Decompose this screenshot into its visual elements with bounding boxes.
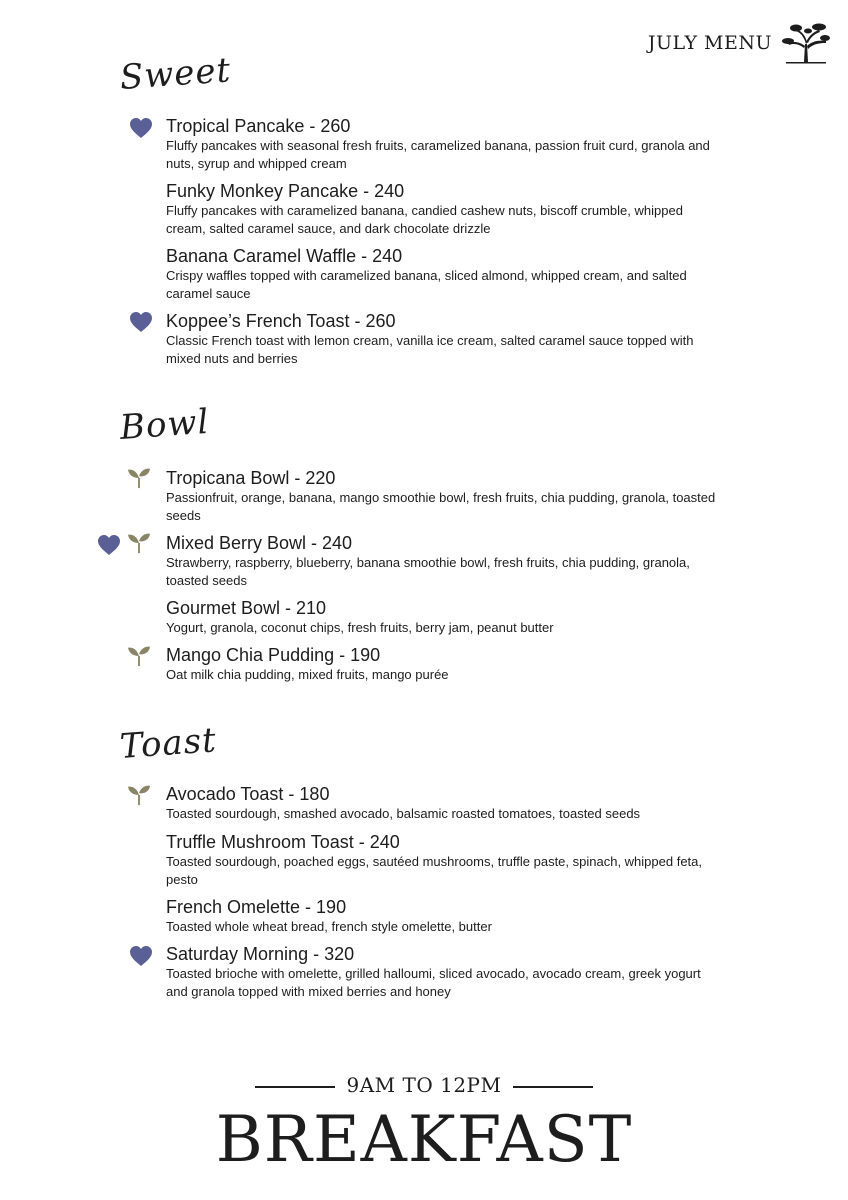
menu-item (166, 116, 726, 172)
item-description: Crispy waffles topped with caramelized banana, sliced almond, whipped cream, and salted caramel sauce (166, 268, 687, 301)
menu-item (166, 311, 726, 367)
item-description: Toasted sourdough, poached eggs, sautéed mushrooms, truffle paste, spinach, whipped feta, pesto (166, 854, 702, 887)
item-description: Fluffy pancakes with caramelized banana, candied cashew nuts, biscoff crumble, whipped cream, salted caramel sauce, and dark chocolate drizzle (166, 203, 683, 236)
divider-right (513, 1086, 593, 1088)
section-title-toast: Toast (118, 720, 219, 767)
heart-icon (96, 534, 122, 556)
menu-title: JULY MENU (647, 32, 772, 54)
item-title: Avocado Toast - 180 (166, 784, 330, 804)
section-title-sweet: Sweet (118, 50, 233, 98)
item-description: Oat milk chia pudding, mixed fruits, mango purée (166, 667, 449, 682)
item-title: Tropicana Bowl - 220 (166, 468, 336, 488)
item-description: Passionfruit, orange, banana, mango smoothie bowl, fresh fruits, chia pudding, granola, toasted seeds (166, 490, 716, 523)
menu-item (166, 944, 726, 1000)
item-title: Mango Chia Pudding - 190 (166, 645, 381, 665)
menu-header (648, 22, 830, 64)
item-description: Toasted brioche with omelette, grilled halloumi, sliced avocado, avocado cream, greek yogurt and granola topped with mixed berries and honey (166, 966, 701, 999)
menu-item (166, 468, 726, 524)
heart-icon (128, 311, 154, 333)
sprout-icon (126, 645, 152, 667)
item-description: Toasted sourdough, smashed avocado, balsamic roasted tomatoes, toasted seeds (166, 806, 641, 821)
item-description: Strawberry, raspberry, blueberry, banana smoothie bowl, fresh fruits, chia pudding, granola, toasted seeds (166, 555, 690, 588)
tree-icon (782, 22, 830, 64)
heart-icon (128, 945, 154, 967)
menu-item (166, 246, 726, 302)
section-title-bowl: Bowl (118, 401, 211, 448)
item-title: Tropical Pancake - 260 (166, 116, 351, 136)
item-title: French Omelette - 190 (166, 897, 347, 917)
item-title: Funky Monkey Pancake - 240 (166, 181, 405, 201)
item-title: Saturday Morning - 320 (166, 944, 355, 964)
item-title: Koppee’s French Toast - 260 (166, 311, 396, 331)
sprout-icon (126, 532, 152, 554)
menu-item (166, 533, 726, 589)
menu-item (166, 832, 726, 888)
sprout-icon (126, 467, 152, 489)
item-description: Toasted whole wheat bread, french style omelette, butter (166, 919, 492, 934)
sprout-icon (126, 784, 152, 806)
item-description: Classic French toast with lemon cream, vanilla ice cream, salted caramel sauce topped with mixed nuts and berries (166, 333, 694, 366)
menu-item (166, 645, 726, 684)
service-hours: 9AM TO 12PM (346, 1073, 502, 1097)
item-description: Fluffy pancakes with seasonal fresh fruits, caramelized banana, passion fruit curd, granola and nuts, syrup and whipped cream (166, 138, 710, 171)
meal-title: BREAKFAST (215, 1103, 633, 1177)
item-title: Banana Caramel Waffle - 240 (166, 246, 403, 266)
menu-item (166, 598, 726, 637)
menu-item (166, 897, 726, 936)
item-description: Yogurt, granola, coconut chips, fresh fruits, berry jam, peanut butter (166, 620, 554, 635)
item-title: Mixed Berry Bowl - 240 (166, 533, 353, 553)
item-title: Gourmet Bowl - 210 (166, 598, 327, 618)
menu-item (166, 784, 726, 823)
heart-icon (128, 117, 154, 139)
item-title: Truffle Mushroom Toast - 240 (166, 832, 400, 852)
menu-item (166, 181, 726, 237)
